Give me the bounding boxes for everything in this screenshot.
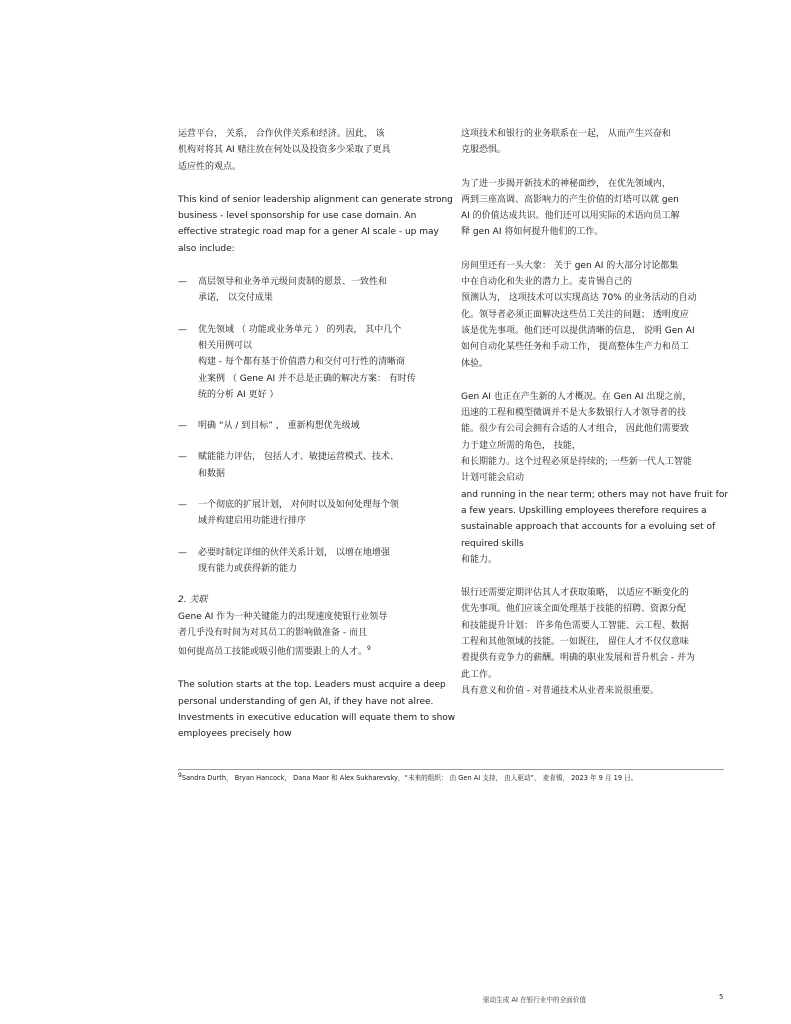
- right-column: [461, 126, 736, 716]
- left-paragraph-2: This kind of senior leadership alignment can generate strong business - level sponsorship for use case domain. An effective strategic road map for a gener AI scale - up may also include:: [178, 194, 453, 254]
- left-column: [178, 126, 456, 760]
- right-paragraph-2: 为了进一步揭开新技术的神秘面纱， 在优先领域内， 两到三座高调、高影响力的产生价值的灯塔可以就 gen AI 的价值达成共识。他们还可以用实际的术语向员工解 释 gen AI 将如何提升他们的工作。: [461, 178, 680, 238]
- dash-bullet: —: [178, 324, 187, 335]
- footnote-reference: 9: [367, 645, 371, 653]
- footnote-divider: [178, 769, 724, 770]
- list-item: — 高层领导和业务单元级问责制的愿景、一致性和 承诺， 以交付成果: [178, 274, 440, 307]
- footnote-marker: 9: [178, 772, 182, 779]
- section-heading: 2. 关联: [178, 595, 208, 606]
- left-paragraph-1: 运营平台， 关系， 合作伙伴关系和经济。因此， 该 机构对将其 AI 赌注放在何处以及投资多少采取了更具 适应性的观点。: [178, 129, 391, 172]
- right-paragraph-4: Gen AI 也正在产生新的人才概况。在 Gen AI 出现之前， 迅速的工程和模型微调并不是大多数银行人才领导者的技 能。很少有公司会拥有合适的人才组合， 因此他们需要致 力于建立所需的角色， 技能， 和长期能力。这个过程必须是持续的; 一些新一代人工智能 计划可能会启动 and running in the near term; others may not have fruit for a few years. Upskilling employees therefore requires a sustainable approach that accounts for a evoluing set of required skills 和能力。: [461, 391, 729, 565]
- list-item: — 一个彻底的扩展计划， 对何时以及如何处理每个领 域并构建启用功能进行排序: [178, 497, 440, 530]
- page-number: 5: [719, 993, 724, 1001]
- dash-bullet: —: [178, 452, 187, 463]
- list-item: — 必要时制定详细的伙伴关系计划， 以增在地增强 现有能力或获得新的能力: [178, 545, 440, 578]
- footer-title: 驱动生成 AI 在银行业中的全面价值: [483, 996, 586, 1004]
- list-item: — 赋能能力评估， 包括人才、敏捷运营模式、技术、 和数据: [178, 449, 440, 482]
- footnote-text: Sandra Durth， Bryan Hancock， Dana Maor 和 Alex Sukharevsky，“未来的组织： 由 Gen AI 支持， 由人驱动”， 麦肯锡， 2023 年 9 月 19 日。: [181, 774, 638, 783]
- dash-bullet: —: [178, 500, 187, 511]
- left-paragraph-3: Gene AI 作为一种关键能力的出现速度使银行业领导 者几乎没有时间为对其员工的影响做准备 - 而且 如何提高员工技能或吸引他们需要跟上的人才。$^9$: [178, 611, 388, 658]
- dash-bullet: —: [178, 547, 187, 558]
- list-item: — 明确 “从 / 到目标” ， 重新构想优先级域: [178, 418, 440, 434]
- dash-bullet: —: [178, 277, 187, 288]
- list-item: — 优先领域 （ 功能或业务单元 ） 的列表， 其中几个 相关用例可以 构建 - 每个都有基于价值潜力和交付可行性的清晰商 业案例 （ Gene AI 并不总是正确的解决方案： 有时传 统的分析 AI 更好 ）: [178, 322, 440, 403]
- left-paragraph-4: The solution starts at the top. Leaders must acquire a deep personal understanding of gen AI, if they have not alree. Investments in executive education will equate them to show employees precisely how: [178, 680, 456, 740]
- right-paragraph-3: 房间里还有一头大象： 关于 gen AI 的大部分讨论都集 中在自动化和失业的潜力上。麦肯锡自己的 预测认为， 这项技术可以实现高达 70% 的业务活动的自动 化。领导者必须正面解决这些员工关注的问题； 透明度应 该是优先事项。他们还可以提供清晰的信息， 说明 Gen AI 如何自动化某些任务和手动工作， 提高整体生产力和员工 体验。: [461, 260, 697, 369]
- right-paragraph-5: 银行还需要定期评估其人才获取策略， 以适应不断变化的 优先事项。他们应该全面处理基于技能的招聘、资源分配 和技能提升计划： 许多角色需要人工智能、云工程、数据 工程和其他领域的技能。一如既往， 留住人才不仅仅意味 着提供有竞争力的薪酬。明确的职业发展和晋升机会 - 并为 此工作。 具有意义和价值 - 对普通技术从业者来说很重要。: [461, 588, 695, 696]
- dash-bullet: —: [178, 421, 187, 432]
- right-paragraph-1: 这项技术和银行的业务联系在一起， 从而产生兴奋和 克服恐惧。: [461, 129, 671, 156]
- roadmap-bullet-list: [178, 274, 440, 577]
- footnote: [178, 772, 637, 782]
